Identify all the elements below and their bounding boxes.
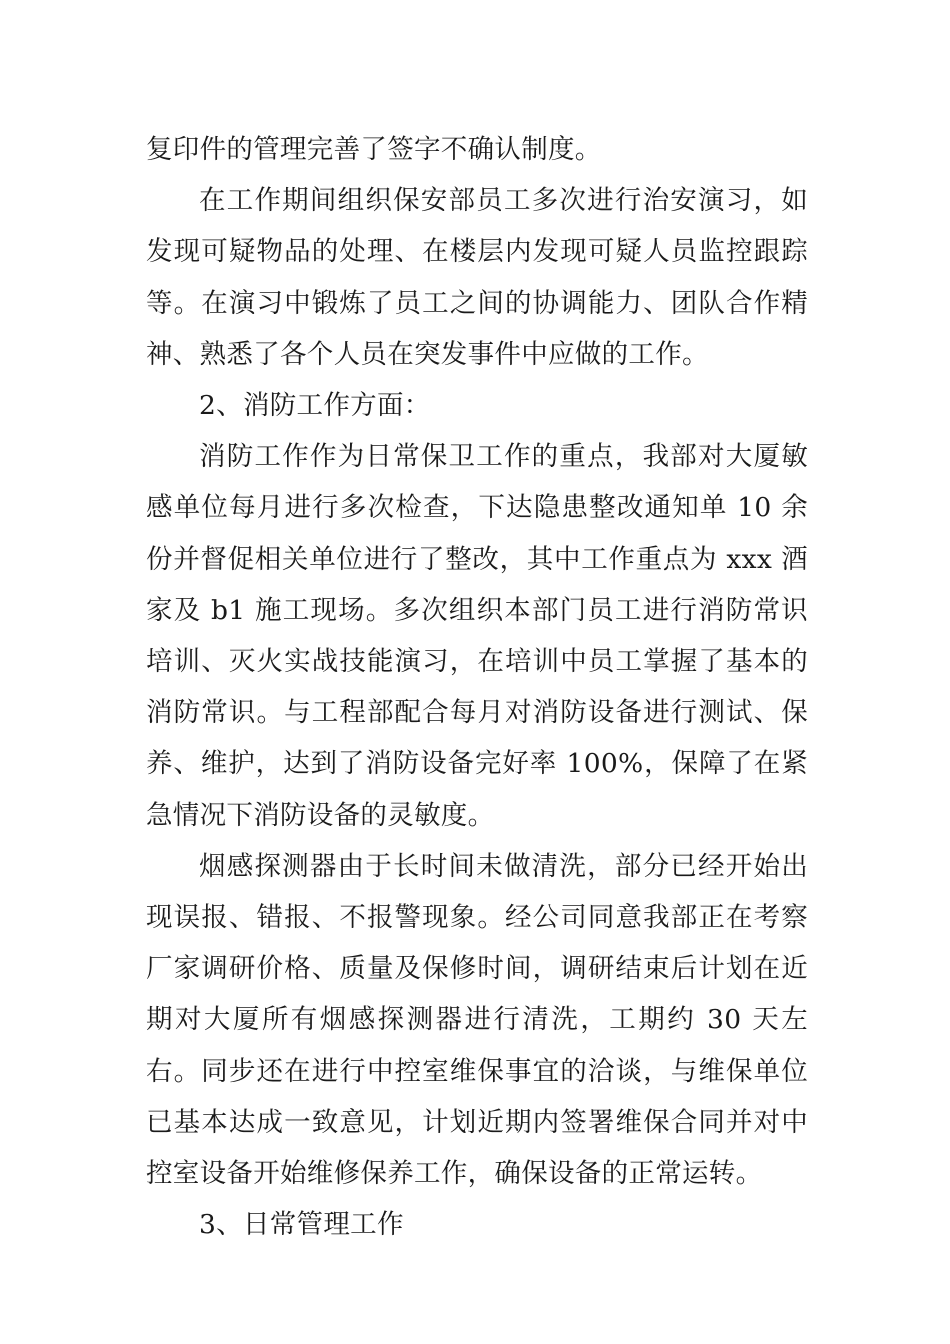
paragraph-security-drills: 在工作期间组织保安部员工多次进行治安演习，如发现可疑物品的处理、在楼层内发现可疑人员监控跟踪等。在演习中锻炼了员工之间的协调能力、团队合作精神、熟悉了各个人员在突发事件中应做的工作。 (146, 185, 808, 370)
section-heading-daily-management: 3、日常管理工作 (199, 1209, 404, 1241)
section-heading-fire-safety: 2、消防工作方面： (199, 390, 431, 422)
paragraph-fire-safety-work: 消防工作作为日常保卫工作的重点，我部对大厦敏感单位每月进行多次检查，下达隐患整改通知单 10 余份并督促相关单位进行了整改，其中工作重点为 xxx 酒家及 b1 施工现场。多次组织本部门员工进行消防常识培训、灭火实战技能演习，在培训中员工掌握了基本的消防常识。与工程部配合每月对消防设备进行测试、保养、维护，达到了消防设备完好率 100%，保障了在紧急情况下消防设备的灵敏度。 (146, 441, 808, 831)
paragraph-copy-management: 复印件的管理完善了签字不确认制度。 (146, 134, 602, 165)
paragraph-smoke-detectors: 烟感探测器由于长时间未做清洗，部分已经开始出现误报、错报、不报警现象。经公司同意我部正在考察厂家调研价格、质量及保修时间，调研结束后计划在近期对大厦所有烟感探测器进行清洗，工期约 30 天左右。同步还在进行中控室维保事宜的洽谈，与维保单位已基本达成一致意见，计划近期内签署维保合同并对中控室设备开始维修保养工作，确保设备的正常运转。 (146, 850, 808, 1190)
document-body (146, 124, 808, 1250)
